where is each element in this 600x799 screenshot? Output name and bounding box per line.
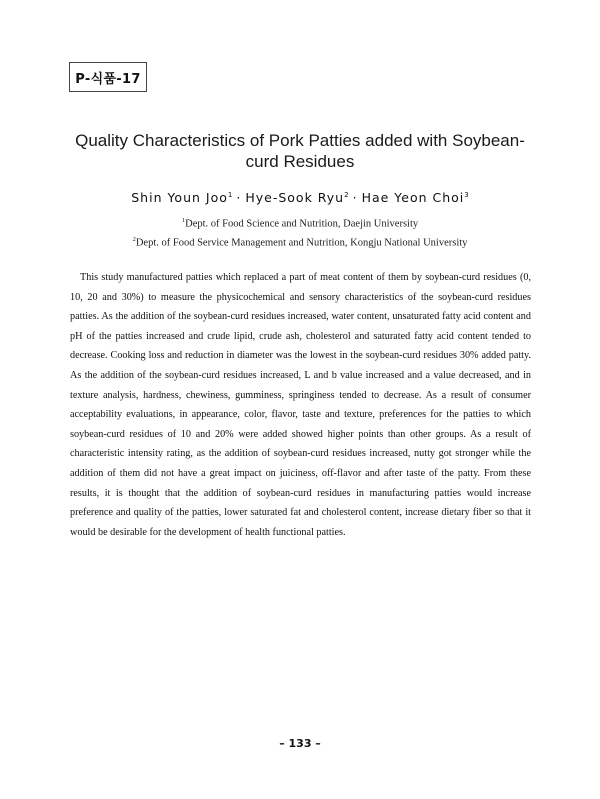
affiliation-list (60, 213, 540, 250)
author-affiliation-marker: 3 (464, 190, 469, 199)
author-list (60, 190, 540, 205)
author-name: Shin Youn Joo (131, 190, 228, 205)
author-affiliation-marker: 1 (227, 190, 233, 199)
author-separator: · (352, 190, 358, 205)
author-affiliation-marker: 2 (344, 190, 349, 199)
affiliation-text: Dept. of Food Service Management and Nutrition, Kongju National University (135, 237, 468, 248)
abstract-body: This study manufactured patties which replaced a part of meat content of them by soybean-curd residues (0, 10, 20 and 30%) to measure the physicochemical and sensory characteristics of the soybean-curd residues patties. As the addition of the soybean-curd residues increased, water content, unsaturated fatty acid content and pH of the patties increased and crude lipid, crude ash, cholesterol and saturated fatty acid content tended to decrease. Cooking loss and reduction in diameter was the lowest in the soybean-curd residues 30% added patty. As the addition of the soybean-curd residues increased, L and b value increased and a value decreased, and in texture analysis, hardness, chewiness, gumminess, springiness tended to decrease. As a result of consumer acceptability evaluations, in appearance, color, flavor, taste and texture, preferences for the patties to which soybean-curd residues of 10 and 20% were added showed higher points than other groups. As a result of characteristic intensity rating, as the addition of soybean-curd residues increased, nutty got stronger while the addition of them did not have a great impact on juiciness, off-flavor and after taste of the patty. From these results, it is thought that the addition of soybean-curd residues in manufacturing patties would increase preference and quality of the patties, lower saturated fat and cholesterol content, increase dietary fiber so that it would be desirable for the development of health functional patties. (70, 272, 531, 538)
affiliation-text: Dept. of Food Science and Nutrition, Daejin University (185, 218, 419, 230)
affiliation-marker: 1 (181, 217, 186, 224)
page-number: – 133 – (279, 737, 321, 750)
author-name: Hae Yeon Choi (361, 190, 465, 205)
affiliation-line (60, 232, 540, 251)
author-name: Hye-Sook Ryu (245, 190, 345, 205)
session-code-box (69, 62, 147, 92)
paper-title: Quality Characteristics of Pork Patties added with Soybean-curd Residues (75, 131, 525, 171)
affiliation-line (60, 213, 540, 232)
author-separator: · (236, 190, 242, 205)
session-code: P-식품-17 (75, 71, 141, 87)
affiliation-marker: 2 (132, 235, 136, 243)
